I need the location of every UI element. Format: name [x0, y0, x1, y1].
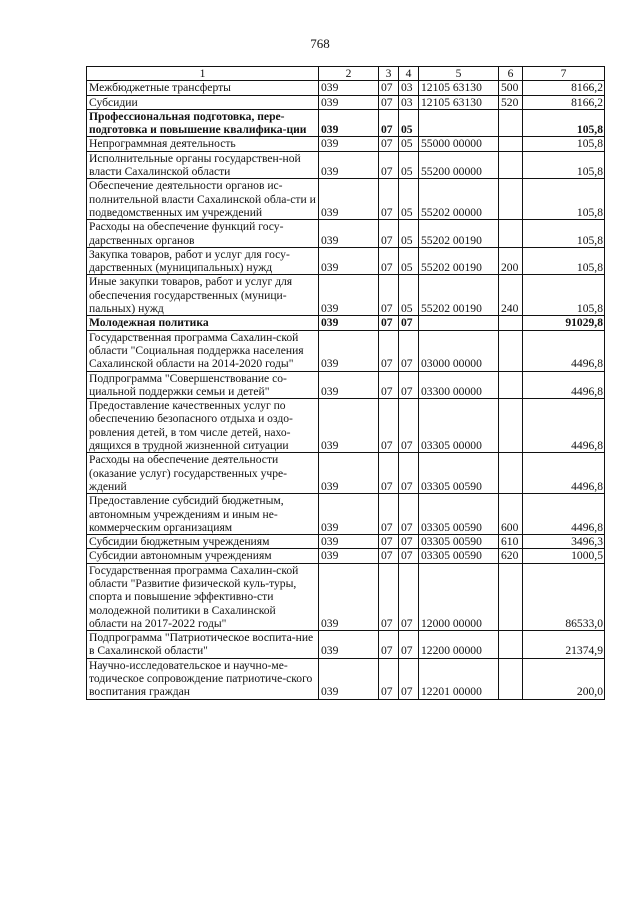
- target-article-code: 03305 00000: [419, 399, 499, 453]
- expense-type-code: [499, 453, 523, 494]
- department-code: 039: [319, 330, 379, 371]
- target-article-code: [419, 109, 499, 137]
- budget-item-name: Подпрограмма "Патриотическое воспита-ние в Сахалинской области": [87, 631, 319, 659]
- table-row: [87, 151, 605, 179]
- budget-item-name: Непрограммная деятельность: [87, 137, 319, 151]
- department-code: 039: [319, 275, 379, 316]
- amount-value: 200,0: [523, 658, 605, 699]
- budget-item-name: Иные закупки товаров, работ и услуг для обеспечения государственных (муници-пальных) нужд: [87, 275, 319, 316]
- column-header: 6: [499, 67, 523, 81]
- subsection-code: 07: [399, 316, 419, 330]
- subsection-code: 07: [399, 549, 419, 563]
- subsection-code: 03: [399, 95, 419, 109]
- amount-value: 4496,8: [523, 399, 605, 453]
- department-code: 039: [319, 371, 379, 399]
- department-code: 039: [319, 316, 379, 330]
- amount-value: 105,8: [523, 220, 605, 248]
- column-header: 2: [319, 67, 379, 81]
- department-code: 039: [319, 179, 379, 220]
- amount-value: 105,8: [523, 137, 605, 151]
- budget-item-name: Профессиональная подготовка, пере-подготовка и повышение квалифика-ции: [87, 109, 319, 137]
- budget-item-name: Закупка товаров, работ и услуг для госу-дарственных (муниципальных) нужд: [87, 247, 319, 275]
- table-row: [87, 563, 605, 630]
- page-number: 768: [310, 36, 330, 51]
- department-code: 039: [319, 247, 379, 275]
- section-code: 07: [379, 658, 399, 699]
- section-code: 07: [379, 95, 399, 109]
- department-code: 039: [319, 220, 379, 248]
- expense-type-code: [499, 109, 523, 137]
- expense-type-code: [499, 563, 523, 630]
- amount-value: 91029,8: [523, 316, 605, 330]
- subsection-code: 05: [399, 151, 419, 179]
- table-row: [87, 549, 605, 563]
- subsection-code: 03: [399, 81, 419, 95]
- subsection-code: 07: [399, 658, 419, 699]
- budget-item-name: Обеспечение деятельности органов ис-полнительной власти Сахалинской обла-сти и подведомственных им учреждений: [87, 179, 319, 220]
- subsection-code: 05: [399, 275, 419, 316]
- subsection-code: 05: [399, 247, 419, 275]
- target-article-code: 03300 00000: [419, 371, 499, 399]
- subsection-code: 05: [399, 220, 419, 248]
- expense-type-code: [499, 137, 523, 151]
- table-header-row: [87, 67, 605, 81]
- amount-value: 4496,8: [523, 371, 605, 399]
- budget-item-name: Государственная программа Сахалин-ской области "Социальная поддержка населения Сахалинской области на 2014-2020 годы": [87, 330, 319, 371]
- target-article-code: 03305 00590: [419, 453, 499, 494]
- expense-type-code: [499, 220, 523, 248]
- subsection-code: 05: [399, 109, 419, 137]
- column-header: 1: [87, 67, 319, 81]
- table-row: [87, 109, 605, 137]
- target-article-code: 03305 00590: [419, 549, 499, 563]
- table-row: [87, 179, 605, 220]
- budget-item-name: Субсидии бюджетным учреждениям: [87, 535, 319, 549]
- table-row: [87, 535, 605, 549]
- department-code: 039: [319, 151, 379, 179]
- section-code: 07: [379, 179, 399, 220]
- expense-type-code: 600: [499, 494, 523, 535]
- column-header: 5: [419, 67, 499, 81]
- department-code: 039: [319, 549, 379, 563]
- budget-item-name: Межбюджетные трансферты: [87, 81, 319, 95]
- section-code: 07: [379, 109, 399, 137]
- budget-item-name: Предоставление качественных услуг по обеспечению безопасного отдыха и оздо-ровления детей, в том числе детей, нахо-дящихся в трудной жизненной ситуации: [87, 399, 319, 453]
- subsection-code: 05: [399, 137, 419, 151]
- table-row: [87, 316, 605, 330]
- table-row: [87, 95, 605, 109]
- amount-value: 8166,2: [523, 81, 605, 95]
- target-article-code: 55202 00190: [419, 247, 499, 275]
- column-header: 3: [379, 67, 399, 81]
- expense-type-code: [499, 658, 523, 699]
- budget-item-name: Расходы на обеспечение деятельности (оказание услуг) государственных учре-ждений: [87, 453, 319, 494]
- section-code: 07: [379, 535, 399, 549]
- table-row: [87, 137, 605, 151]
- table-row: [87, 453, 605, 494]
- table-body: [87, 81, 605, 699]
- column-header: 7: [523, 67, 605, 81]
- section-code: 07: [379, 275, 399, 316]
- subsection-code: 05: [399, 179, 419, 220]
- expense-type-code: 610: [499, 535, 523, 549]
- table-row: [87, 220, 605, 248]
- target-article-code: [419, 316, 499, 330]
- amount-value: 4496,8: [523, 453, 605, 494]
- table-row: [87, 371, 605, 399]
- amount-value: 1000,5: [523, 549, 605, 563]
- expense-type-code: 520: [499, 95, 523, 109]
- subsection-code: 07: [399, 399, 419, 453]
- expense-type-code: [499, 631, 523, 659]
- target-article-code: 03000 00000: [419, 330, 499, 371]
- target-article-code: 55202 00190: [419, 220, 499, 248]
- table-row: [87, 658, 605, 699]
- section-code: 07: [379, 399, 399, 453]
- expense-type-code: 240: [499, 275, 523, 316]
- section-code: 07: [379, 81, 399, 95]
- target-article-code: 03305 00590: [419, 494, 499, 535]
- target-article-code: 55200 00000: [419, 151, 499, 179]
- budget-item-name: Субсидии автономным учреждениям: [87, 549, 319, 563]
- target-article-code: 12105 63130: [419, 81, 499, 95]
- budget-item-name: Государственная программа Сахалин-ской области "Развитие физической куль-туры, спорта и повышение эффективно-сти молодежной политики в Сахалинской области на 2017-2022 годы": [87, 563, 319, 630]
- subsection-code: 07: [399, 371, 419, 399]
- section-code: 07: [379, 137, 399, 151]
- budget-item-name: Молодежная политика: [87, 316, 319, 330]
- table-row: [87, 81, 605, 95]
- amount-value: 21374,9: [523, 631, 605, 659]
- subsection-code: 07: [399, 453, 419, 494]
- department-code: 039: [319, 535, 379, 549]
- amount-value: 105,8: [523, 275, 605, 316]
- target-article-code: 55000 00000: [419, 137, 499, 151]
- target-article-code: 12000 00000: [419, 563, 499, 630]
- subsection-code: 07: [399, 631, 419, 659]
- amount-value: 86533,0: [523, 563, 605, 630]
- expense-type-code: 620: [499, 549, 523, 563]
- amount-value: 4496,8: [523, 494, 605, 535]
- amount-value: 4496,8: [523, 330, 605, 371]
- table-row: [87, 631, 605, 659]
- table-row: [87, 275, 605, 316]
- target-article-code: 12105 63130: [419, 95, 499, 109]
- section-code: 07: [379, 330, 399, 371]
- budget-item-name: Субсидии: [87, 95, 319, 109]
- budget-item-name: Исполнительные органы государствен-ной власти Сахалинской области: [87, 151, 319, 179]
- section-code: 07: [379, 151, 399, 179]
- target-article-code: 55202 00000: [419, 179, 499, 220]
- section-code: 07: [379, 453, 399, 494]
- subsection-code: 07: [399, 535, 419, 549]
- amount-value: 105,8: [523, 179, 605, 220]
- expense-type-code: [499, 179, 523, 220]
- amount-value: 105,8: [523, 151, 605, 179]
- department-code: 039: [319, 137, 379, 151]
- department-code: 039: [319, 563, 379, 630]
- budget-item-name: Научно-исследовательское и научно-ме-тодическое сопровождение патриотиче-ского воспитания граждан: [87, 658, 319, 699]
- department-code: 039: [319, 494, 379, 535]
- department-code: 039: [319, 95, 379, 109]
- section-code: 07: [379, 631, 399, 659]
- expense-type-code: [499, 151, 523, 179]
- department-code: 039: [319, 631, 379, 659]
- target-article-code: 12201 00000: [419, 658, 499, 699]
- table-row: [87, 330, 605, 371]
- column-header: 4: [399, 67, 419, 81]
- section-code: 07: [379, 220, 399, 248]
- department-code: 039: [319, 81, 379, 95]
- expense-type-code: [499, 330, 523, 371]
- amount-value: 3496,3: [523, 535, 605, 549]
- department-code: 039: [319, 109, 379, 137]
- section-code: 07: [379, 494, 399, 535]
- expense-type-code: [499, 316, 523, 330]
- department-code: 039: [319, 658, 379, 699]
- table-row: [87, 494, 605, 535]
- expense-type-code: [499, 371, 523, 399]
- budget-item-name: Расходы на обеспечение функций госу-дарственных органов: [87, 220, 319, 248]
- expense-type-code: 200: [499, 247, 523, 275]
- table-row: [87, 247, 605, 275]
- budget-table: [86, 66, 605, 700]
- budget-item-name: Подпрограмма "Совершенствование со-циальной поддержки семьи и детей": [87, 371, 319, 399]
- subsection-code: 07: [399, 563, 419, 630]
- expense-type-code: 500: [499, 81, 523, 95]
- department-code: 039: [319, 399, 379, 453]
- amount-value: 105,8: [523, 247, 605, 275]
- amount-value: 105,8: [523, 109, 605, 137]
- section-code: 07: [379, 316, 399, 330]
- target-article-code: 12200 00000: [419, 631, 499, 659]
- expense-type-code: [499, 399, 523, 453]
- amount-value: 8166,2: [523, 95, 605, 109]
- section-code: 07: [379, 549, 399, 563]
- target-article-code: 55202 00190: [419, 275, 499, 316]
- subsection-code: 07: [399, 494, 419, 535]
- section-code: 07: [379, 371, 399, 399]
- section-code: 07: [379, 563, 399, 630]
- department-code: 039: [319, 453, 379, 494]
- budget-item-name: Предоставление субсидий бюджетным, автономным учреждениям и иным не-коммерческим организациям: [87, 494, 319, 535]
- subsection-code: 07: [399, 330, 419, 371]
- section-code: 07: [379, 247, 399, 275]
- table-row: [87, 399, 605, 453]
- target-article-code: 03305 00590: [419, 535, 499, 549]
